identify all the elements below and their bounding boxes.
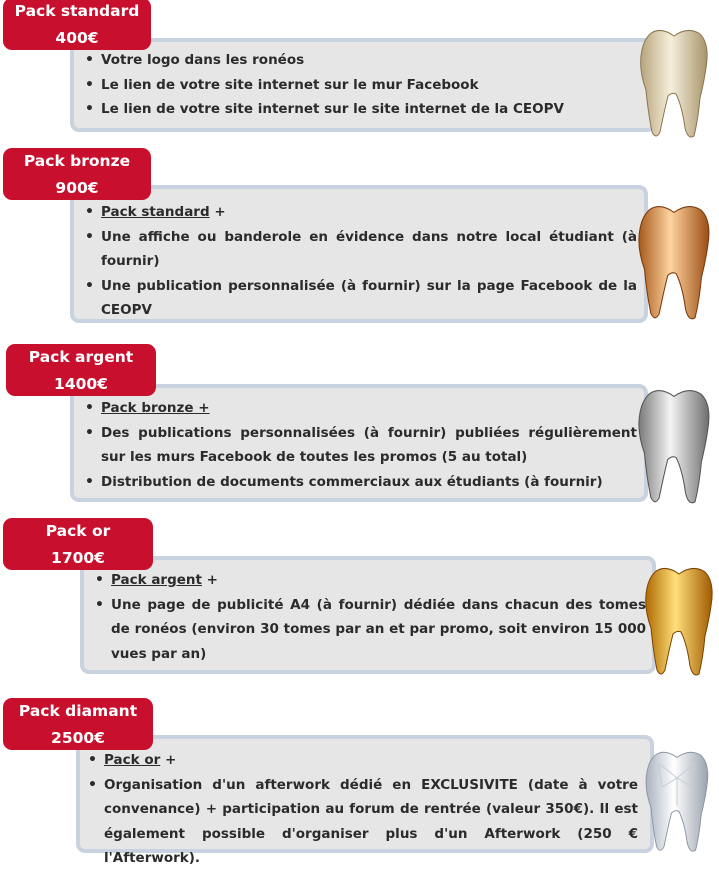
pack-link[interactable]: Pack or <box>104 752 161 768</box>
pack-diamant-label <box>3 698 153 750</box>
list-item: • Une affiche ou banderole en évidence dans notre local étudiant (à fournir) <box>83 225 637 274</box>
list-item: • Distribution de documents commerciaux aux étudiants (à fournir) <box>83 470 637 495</box>
pack-standard-label <box>3 0 151 50</box>
list-item: • Le lien de votre site internet sur le site internet de la CEOPV <box>83 97 623 122</box>
list-item: • Pack or + <box>86 748 638 773</box>
pack-bronze-label <box>3 148 151 200</box>
pack-link[interactable]: Pack bronze + <box>101 400 210 416</box>
tooth-icon <box>640 750 714 854</box>
list-item: • Votre logo dans les ronéos <box>83 48 623 73</box>
tooth-icon <box>636 388 712 506</box>
list-item: • Une publication personnalisée (à fournir) sur la page Facebook de la CEOPV <box>83 274 637 323</box>
tooth-icon <box>642 566 716 678</box>
tooth-icon <box>636 204 712 322</box>
pack-price: 1700€ <box>51 549 105 567</box>
list-item: • Pack argent + <box>93 568 646 593</box>
list-item: • Organisation d'un afterwork dédié en EXCLUSIVITE (date à votre convenance) + participation au forum de rentrée (valeur 350€). Il est également possible d'organiser plus d'un Afterwork (250 € l'Afterwork). <box>86 773 638 871</box>
pack-or-label <box>3 518 153 570</box>
list-item: • Une page de publicité A4 (à fournir) dédiée dans chacun des tomes de ronéos (environ 30 tomes par an et par promo, soit environ 15 000 vues par an) <box>93 593 646 667</box>
benefit-list <box>83 200 637 323</box>
benefit-list <box>93 568 646 666</box>
pack-price: 1400€ <box>54 375 108 393</box>
pack-link[interactable]: Pack argent <box>111 572 202 588</box>
pack-name: Pack argent <box>28 348 134 366</box>
pack-link[interactable]: Pack standard <box>101 204 210 220</box>
pack-price: 900€ <box>55 179 99 197</box>
pack-price: 2500€ <box>51 729 105 747</box>
pack-name: Pack standard <box>14 2 140 20</box>
pack-name: Pack bronze <box>23 152 131 170</box>
list-item: • Des publications personnalisées (à fournir) publiées régulièrement sur les murs Facebook de toutes les promos (5 au total) <box>83 421 637 470</box>
pack-name: Pack or <box>45 522 111 540</box>
pack-price: 400€ <box>55 29 99 47</box>
list-item: • Pack standard + <box>83 200 637 225</box>
benefit-list <box>86 748 638 871</box>
list-item <box>83 396 637 421</box>
pack-argent-label <box>6 344 156 396</box>
benefit-list <box>83 48 623 122</box>
pack-name: Pack diamant <box>18 702 138 720</box>
list-item: • Le lien de votre site internet sur le mur Facebook <box>83 73 623 98</box>
tooth-icon <box>638 28 710 140</box>
benefit-list <box>83 396 637 494</box>
